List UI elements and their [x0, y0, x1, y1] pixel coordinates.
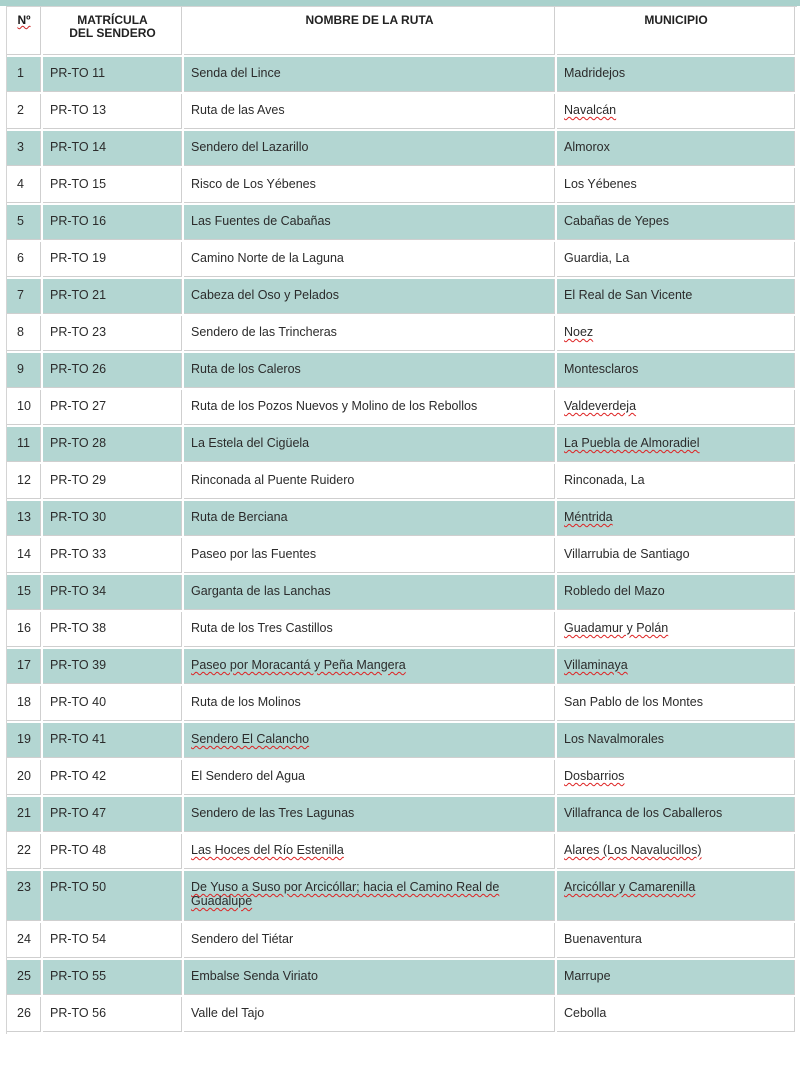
cell-municipio — [557, 205, 797, 242]
cell-municipio-text: Villaminaya — [564, 658, 628, 672]
table-row — [7, 57, 797, 94]
cell-nombre-text: Sendero de las Trincheras — [191, 325, 337, 339]
cell-municipio — [557, 871, 797, 923]
cell-matricula — [43, 612, 184, 649]
cell-matricula — [43, 960, 184, 997]
cell-num-text: 24 — [17, 932, 31, 946]
cell-matricula — [43, 131, 184, 168]
cell-municipio-text: La Puebla de Almoradiel — [564, 436, 700, 450]
cell-num — [7, 57, 43, 94]
cell-num-text: 6 — [17, 251, 24, 265]
cell-num — [7, 168, 43, 205]
cell-municipio — [557, 686, 797, 723]
cell-num-text: 19 — [17, 732, 31, 746]
cell-matricula-text: PR-TO 39 — [50, 658, 107, 672]
table-row — [7, 834, 797, 871]
table-row — [7, 205, 797, 242]
cell-matricula — [43, 923, 184, 960]
cell-matricula-text: PR-TO 56 — [50, 1006, 107, 1020]
cell-matricula-text: PR-TO 16 — [50, 214, 107, 228]
cell-num — [7, 242, 43, 279]
cell-matricula — [43, 168, 184, 205]
cell-num-text: 21 — [17, 806, 31, 820]
cell-municipio-text: Noez — [564, 325, 594, 339]
cell-num-text: 14 — [17, 547, 31, 561]
cell-municipio-text: Guadamur y Polán — [564, 621, 669, 635]
table-row — [7, 649, 797, 686]
cell-num — [7, 575, 43, 612]
cell-nombre-text: El Sendero del Agua — [191, 769, 305, 783]
cell-nombre-text: Risco de Los Yébenes — [191, 177, 316, 191]
table-row — [7, 723, 797, 760]
table-row — [7, 686, 797, 723]
cell-matricula-text: PR-TO 47 — [50, 806, 107, 820]
table-row — [7, 923, 797, 960]
cell-nombre-text: Garganta de las Lanchas — [191, 584, 331, 598]
cell-municipio — [557, 960, 797, 997]
cell-nombre — [184, 427, 557, 464]
cell-matricula-text: PR-TO 23 — [50, 325, 107, 339]
table-row — [7, 353, 797, 390]
cell-matricula — [43, 723, 184, 760]
cell-nombre — [184, 57, 557, 94]
cell-nombre-text: Las Hoces del Río Estenilla — [191, 843, 344, 857]
table-row — [7, 316, 797, 353]
table-row — [7, 960, 797, 997]
cell-nombre-text: Valle del Tajo — [191, 1006, 265, 1020]
cell-municipio-text: Dosbarrios — [564, 769, 625, 783]
cell-matricula-text: PR-TO 14 — [50, 140, 107, 154]
cell-num — [7, 834, 43, 871]
header-nombre: NOMBRE DE LA RUTA — [184, 7, 557, 57]
cell-matricula-text: PR-TO 54 — [50, 932, 107, 946]
cell-nombre-text: Las Fuentes de Cabañas — [191, 214, 331, 228]
cell-municipio-text: San Pablo de los Montes — [564, 695, 703, 709]
cell-municipio-text: Marrupe — [564, 969, 611, 983]
cell-nombre — [184, 94, 557, 131]
cell-num — [7, 760, 43, 797]
cell-nombre — [184, 390, 557, 427]
table-row — [7, 760, 797, 797]
cell-nombre — [184, 538, 557, 575]
cell-num — [7, 723, 43, 760]
cell-num-text: 17 — [17, 658, 31, 672]
cell-municipio-text: Arcicóllar y Camarenilla — [564, 880, 696, 894]
cell-matricula — [43, 279, 184, 316]
cell-matricula-text: PR-TO 21 — [50, 288, 107, 302]
cell-municipio — [557, 390, 797, 427]
cell-matricula-text: PR-TO 33 — [50, 547, 107, 561]
senderos-table — [6, 6, 797, 1034]
table-row — [7, 997, 797, 1034]
cell-nombre — [184, 168, 557, 205]
cell-num — [7, 316, 43, 353]
cell-nombre — [184, 649, 557, 686]
cell-municipio — [557, 834, 797, 871]
cell-nombre-text: De Yuso a Suso por Arcicóllar; hacia el Camino Real de Guadalupe — [191, 880, 500, 908]
cell-matricula-text: PR-TO 19 — [50, 251, 107, 265]
cell-municipio-text: Navalcán — [564, 103, 617, 117]
cell-num-text: 22 — [17, 843, 31, 857]
cell-municipio — [557, 427, 797, 464]
cell-matricula-text: PR-TO 28 — [50, 436, 107, 450]
table-row — [7, 94, 797, 131]
cell-nombre — [184, 797, 557, 834]
cell-matricula — [43, 205, 184, 242]
cell-municipio-text: Rinconada, La — [564, 473, 645, 487]
cell-municipio — [557, 57, 797, 94]
cell-nombre-text: Senda del Lince — [191, 66, 281, 80]
table-row — [7, 501, 797, 538]
cell-nombre-text: Sendero del Lazarillo — [191, 140, 309, 154]
cell-municipio-text: Méntrida — [564, 510, 613, 524]
cell-municipio-text: Cabañas de Yepes — [564, 214, 669, 228]
table-row — [7, 168, 797, 205]
cell-num-text: 5 — [17, 214, 24, 228]
cell-nombre-text: Ruta de los Pozos Nuevos y Molino de los Rebollos — [191, 399, 478, 413]
cell-matricula — [43, 501, 184, 538]
cell-matricula — [43, 427, 184, 464]
table-row — [7, 390, 797, 427]
cell-num — [7, 94, 43, 131]
table-body — [7, 57, 797, 1034]
cell-matricula-text: PR-TO 42 — [50, 769, 107, 783]
cell-matricula — [43, 353, 184, 390]
cell-matricula — [43, 94, 184, 131]
table-row — [7, 279, 797, 316]
cell-municipio — [557, 94, 797, 131]
header-num: Nº — [7, 7, 43, 57]
cell-matricula — [43, 242, 184, 279]
cell-nombre — [184, 960, 557, 997]
cell-num-text: 2 — [17, 103, 24, 117]
cell-matricula — [43, 760, 184, 797]
cell-matricula — [43, 997, 184, 1034]
cell-num — [7, 797, 43, 834]
cell-municipio — [557, 612, 797, 649]
cell-municipio-text: El Real de San Vicente — [564, 288, 693, 302]
cell-nombre-text: Ruta de los Tres Castillos — [191, 621, 333, 635]
cell-municipio — [557, 501, 797, 538]
cell-nombre — [184, 834, 557, 871]
cell-matricula — [43, 686, 184, 723]
cell-municipio-text: Villarrubia de Santiago — [564, 547, 690, 561]
cell-nombre — [184, 464, 557, 501]
cell-nombre-text: Ruta de Berciana — [191, 510, 288, 524]
cell-nombre-text: Embalse Senda Viriato — [191, 969, 318, 983]
cell-matricula — [43, 57, 184, 94]
cell-nombre — [184, 279, 557, 316]
cell-nombre-text: Ruta de los Caleros — [191, 362, 301, 376]
cell-matricula — [43, 464, 184, 501]
cell-num-text: 15 — [17, 584, 31, 598]
cell-matricula-text: PR-TO 38 — [50, 621, 107, 635]
cell-municipio — [557, 538, 797, 575]
cell-municipio — [557, 723, 797, 760]
cell-nombre-text: Paseo por las Fuentes — [191, 547, 317, 561]
cell-num-text: 25 — [17, 969, 31, 983]
table-row — [7, 538, 797, 575]
cell-nombre — [184, 353, 557, 390]
cell-num-text: 18 — [17, 695, 31, 709]
cell-nombre — [184, 686, 557, 723]
cell-municipio-text: Los Navalmorales — [564, 732, 665, 746]
cell-matricula — [43, 538, 184, 575]
header-municipio: MUNICIPIO — [557, 7, 797, 57]
cell-num-text: 4 — [17, 177, 24, 191]
cell-municipio-text: Robledo del Mazo — [564, 584, 665, 598]
cell-municipio — [557, 279, 797, 316]
cell-nombre-text: Cabeza del Oso y Pelados — [191, 288, 340, 302]
cell-nombre — [184, 501, 557, 538]
cell-nombre-text: Ruta de los Molinos — [191, 695, 301, 709]
cell-num — [7, 997, 43, 1034]
cell-matricula — [43, 649, 184, 686]
cell-municipio-text: Montesclaros — [564, 362, 639, 376]
cell-nombre — [184, 316, 557, 353]
cell-matricula-text: PR-TO 40 — [50, 695, 107, 709]
header-matricula: MATRÍCULA DEL SENDERO — [43, 7, 184, 57]
cell-num-text: 20 — [17, 769, 31, 783]
cell-municipio — [557, 316, 797, 353]
table-row — [7, 612, 797, 649]
cell-municipio — [557, 168, 797, 205]
table-row — [7, 464, 797, 501]
cell-num — [7, 390, 43, 427]
cell-nombre — [184, 575, 557, 612]
cell-num-text: 23 — [17, 880, 31, 894]
cell-matricula — [43, 834, 184, 871]
cell-num-text: 12 — [17, 473, 31, 487]
cell-num-text: 11 — [17, 436, 30, 450]
cell-num — [7, 205, 43, 242]
table-row — [7, 242, 797, 279]
cell-nombre — [184, 923, 557, 960]
table-row — [7, 871, 797, 923]
cell-matricula — [43, 871, 184, 923]
cell-num — [7, 871, 43, 923]
cell-municipio — [557, 575, 797, 612]
cell-matricula — [43, 316, 184, 353]
cell-nombre-text: La Estela del Cigüela — [191, 436, 310, 450]
cell-num-text: 8 — [17, 325, 24, 339]
cell-num-text: 16 — [17, 621, 31, 635]
cell-nombre — [184, 760, 557, 797]
cell-num-text: 13 — [17, 510, 31, 524]
cell-num — [7, 686, 43, 723]
cell-matricula-text: PR-TO 50 — [50, 880, 107, 894]
cell-nombre-text: Ruta de las Aves — [191, 103, 285, 117]
cell-nombre-text: Rinconada al Puente Ruidero — [191, 473, 355, 487]
cell-nombre — [184, 242, 557, 279]
cell-municipio — [557, 353, 797, 390]
cell-municipio-text: Cebolla — [564, 1006, 607, 1020]
cell-num — [7, 501, 43, 538]
table-row — [7, 131, 797, 168]
cell-nombre — [184, 723, 557, 760]
cell-matricula — [43, 390, 184, 427]
cell-municipio — [557, 923, 797, 960]
cell-municipio-text: Valdeverdeja — [564, 399, 637, 413]
table-row — [7, 575, 797, 612]
cell-municipio — [557, 131, 797, 168]
cell-num — [7, 464, 43, 501]
cell-nombre-text: Camino Norte de la Laguna — [191, 251, 344, 265]
cell-nombre — [184, 997, 557, 1034]
cell-municipio — [557, 464, 797, 501]
table-header-row — [7, 7, 797, 57]
cell-num-text: 26 — [17, 1006, 31, 1020]
cell-matricula-text: PR-TO 30 — [50, 510, 107, 524]
cell-municipio-text: Los Yébenes — [564, 177, 637, 191]
cell-num — [7, 131, 43, 168]
table-row — [7, 427, 797, 464]
cell-matricula-text: PR-TO 48 — [50, 843, 107, 857]
cell-num-text: 1 — [17, 66, 24, 80]
cell-nombre-text: Sendero de las Tres Lagunas — [191, 806, 355, 820]
cell-nombre-text: Sendero El Calancho — [191, 732, 310, 746]
cell-municipio-text: Villafranca de los Caballeros — [564, 806, 723, 820]
cell-matricula-text: PR-TO 13 — [50, 103, 107, 117]
cell-matricula-text: PR-TO 29 — [50, 473, 107, 487]
cell-nombre — [184, 131, 557, 168]
cell-municipio-text: Alares (Los Navalucillos) — [564, 843, 702, 857]
cell-nombre — [184, 871, 557, 923]
cell-num — [7, 279, 43, 316]
cell-matricula-text: PR-TO 27 — [50, 399, 107, 413]
cell-municipio — [557, 997, 797, 1034]
cell-nombre-text: Sendero del Tiétar — [191, 932, 294, 946]
cell-matricula — [43, 797, 184, 834]
table-row — [7, 797, 797, 834]
cell-num — [7, 353, 43, 390]
cell-matricula — [43, 575, 184, 612]
cell-num — [7, 923, 43, 960]
cell-matricula-text: PR-TO 11 — [50, 66, 106, 80]
cell-num-text: 10 — [17, 399, 31, 413]
cell-matricula-text: PR-TO 55 — [50, 969, 107, 983]
cell-num-text: 7 — [17, 288, 24, 302]
cell-matricula-text: PR-TO 41 — [50, 732, 107, 746]
cell-municipio-text: Guardia, La — [564, 251, 630, 265]
cell-matricula-text: PR-TO 34 — [50, 584, 107, 598]
cell-num — [7, 612, 43, 649]
cell-num-text: 9 — [17, 362, 24, 376]
cell-municipio — [557, 760, 797, 797]
cell-num — [7, 427, 43, 464]
cell-municipio-text: Almorox — [564, 140, 610, 154]
cell-nombre-text: Paseo por Moracantá y Peña Mangera — [191, 658, 406, 672]
cell-num — [7, 960, 43, 997]
cell-num — [7, 649, 43, 686]
cell-municipio-text: Madridejos — [564, 66, 626, 80]
cell-municipio-text: Buenaventura — [564, 932, 642, 946]
cell-nombre — [184, 612, 557, 649]
cell-num-text: 3 — [17, 140, 24, 154]
cell-municipio — [557, 797, 797, 834]
cell-nombre — [184, 205, 557, 242]
cell-municipio — [557, 242, 797, 279]
cell-matricula-text: PR-TO 15 — [50, 177, 107, 191]
cell-municipio — [557, 649, 797, 686]
cell-num — [7, 538, 43, 575]
cell-matricula-text: PR-TO 26 — [50, 362, 107, 376]
